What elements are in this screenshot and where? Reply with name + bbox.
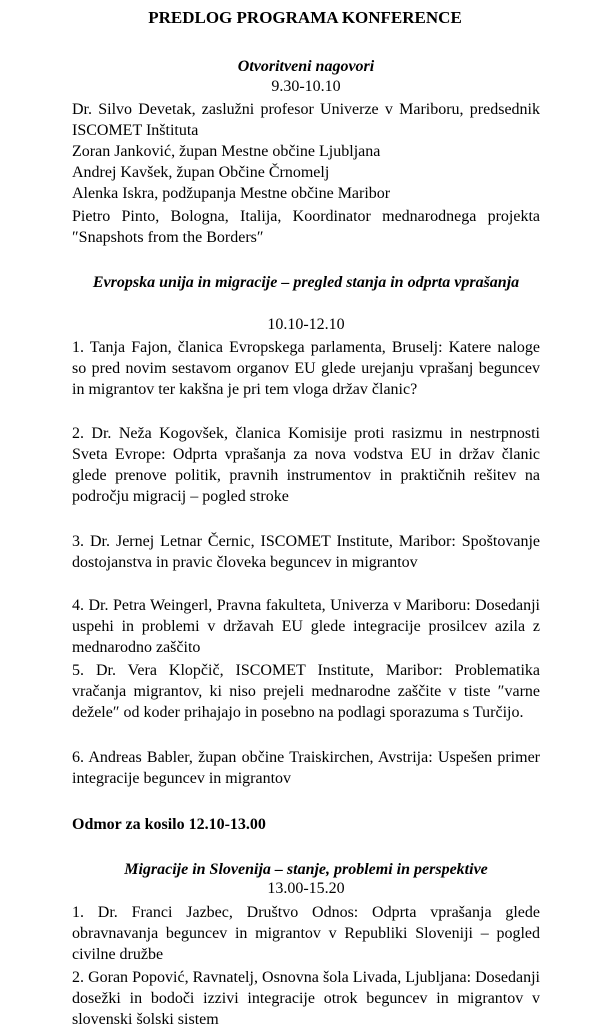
- session1-item: 3. Dr. Jernej Letnar Černic, ISCOMET Institute, Maribor: Spoštovanje dostojanstva in pravic človeka beguncev in migrantov: [72, 533, 540, 572]
- opening-speaker: Dr. Silvo Devetak, zaslužni profesor Univerze v Mariboru, predsednik ISCOMET Inštituta: [72, 101, 540, 140]
- session1-item: 6. Andreas Babler, župan občine Traiskirchen, Avstrija: Uspešen primer integracije beguncev in migrantov: [72, 749, 540, 788]
- session2-time: 13.00-15.20: [267, 880, 345, 897]
- session1-item: 4. Dr. Petra Weingerl, Pravna fakulteta, Univerza v Mariboru: Dosedanji uspehi in problemi v državah EU glede integracije prosilcev azila z mednarodno zaščito: [72, 597, 540, 657]
- document-title: PREDLOG PROGRAMA KONFERENCE: [148, 8, 462, 27]
- opening-time: 9.30-10.10: [271, 78, 341, 95]
- opening-speaker: Zoran Janković, župan Mestne občine Ljubljana: [72, 143, 381, 160]
- session1-item: 2. Dr. Neža Kogovšek, članica Komisije proti rasizmu in nestrpnosti Sveta Evrope: Odprta vprašanja za nova vodstva EU in držav članic glede prenove politik, pravnih instrumentov in praktičnih rešitev na področju migracij – pogled stroke: [72, 425, 540, 506]
- opening-speaker: Pietro Pinto, Bologna, Italija, Koordinator mednarodnega projekta ″Snapshots from the Borders″: [72, 208, 540, 247]
- session1-heading: Evropska unija in migracije – pregled stanja in odprta vprašanja: [92, 274, 520, 291]
- session2-item: 2. Goran Popović, Ravnatelj, Osnovna šola Livada, Ljubljana: Dosedanji dosežki in bodoči izzivi integracije otrok beguncev in migrantov v slovenski šolski sistem: [72, 969, 540, 1029]
- session2-heading: Migracije in Slovenija – stanje, problemi in perspektive: [124, 861, 488, 878]
- opening-heading: Otvoritveni nagovori: [237, 58, 375, 75]
- opening-speaker: Andrej Kavšek, župan Občine Črnomelj: [72, 164, 330, 181]
- session2-item: 1. Dr. Franci Jazbec, Društvo Odnos: Odprta vprašanja glede obravnavanja beguncev in migrantov v Republiki Sloveniji – pogled civilne družbe: [72, 904, 540, 964]
- opening-speaker: Alenka Iskra, podžupanja Mestne občine Maribor: [72, 185, 391, 202]
- session1-time: 10.10-12.10: [267, 316, 345, 333]
- session1-item: 1. Tanja Fajon, članica Evropskega parlamenta, Bruselj: Katere naloge so pred novim sestavom organov EU glede urejanju vprašanj beguncev in migrantov ter kakšna je pri tem vloga držav članic?: [72, 339, 540, 399]
- lunch-break: Odmor za kosilo 12.10-13.00: [72, 816, 266, 833]
- session1-item: 5. Dr. Vera Klopčič, ISCOMET Institute, Maribor: Problematika vračanja migrantov, ki niso prejeli mednarodne zaščite v tiste ″varne dežele″ od koder prihajajo in posebno na podlagi sporazuma s Turčijo.: [72, 662, 540, 722]
